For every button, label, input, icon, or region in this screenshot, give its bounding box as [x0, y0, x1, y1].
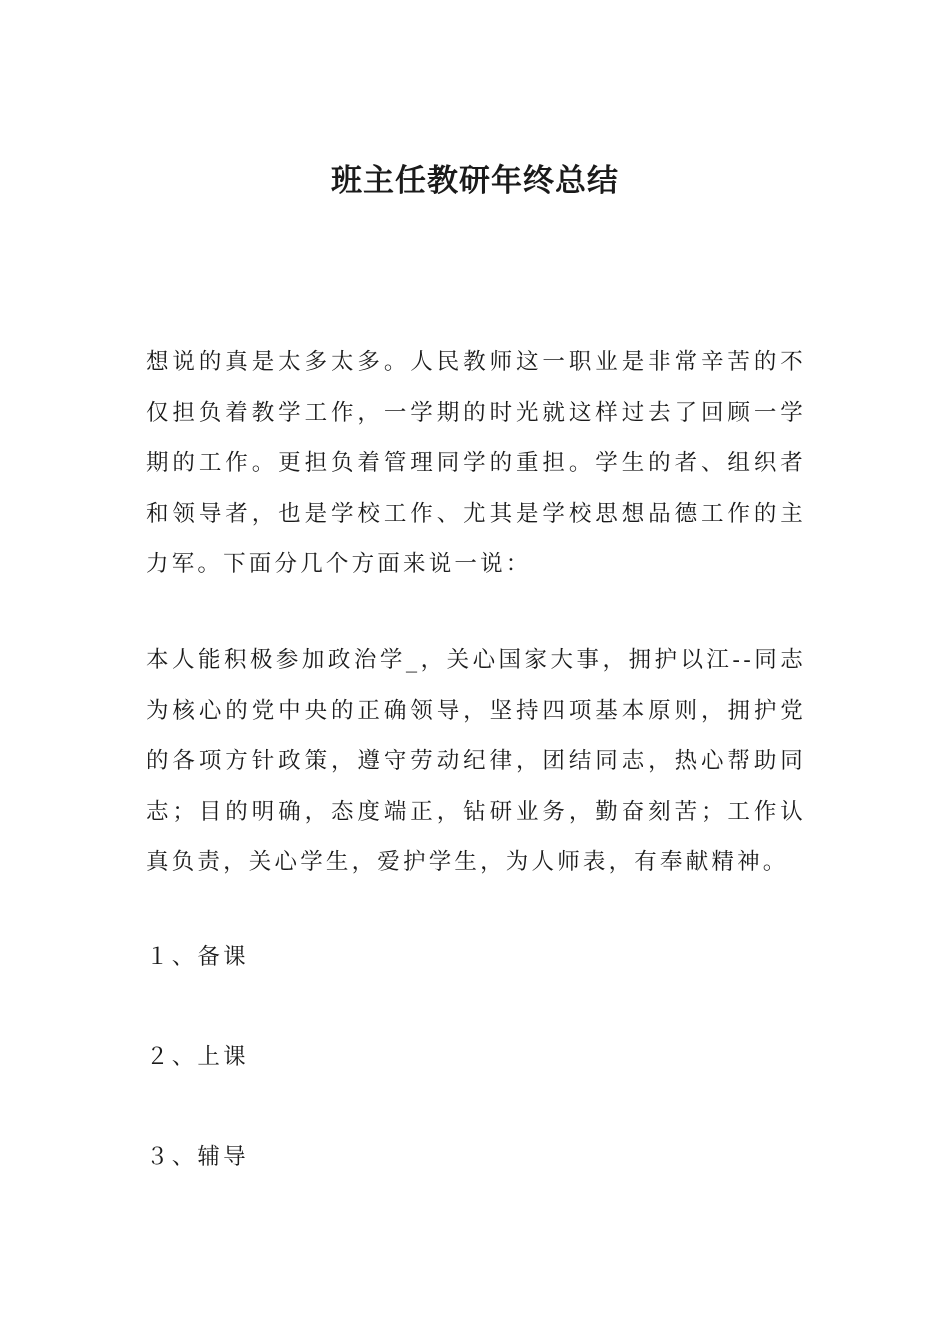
list-item-lesson-prep: １、备课 [146, 944, 249, 970]
document-title: 班主任教研年终总结 [331, 163, 619, 199]
conduct-paragraph: 本人能积极参加政治学_，关心国家大事，拥护以江--同志为核心的党中央的正确领导，坚持四项基本原则，拥护党的各项方针政策，遵守劳动纪律，团结同志，热心帮助同志；目的明确，态度端正，钻研业务，勤奋刻苦；工作认真负责，关心学生，爱护学生，为人师表，有奉献精神。 [146, 647, 806, 875]
list-item-tutoring: ３、辅导 [146, 1144, 249, 1170]
list-item-teaching: ２、上课 [146, 1044, 249, 1070]
intro-paragraph: 想说的真是太多太多。人民教师这一职业是非常辛苦的不仅担负着教学工作，一学期的时光就这样过去了回顾一学期的工作。更担负着管理同学的重担。学生的者、组织者和领导者，也是学校工作、尤其是学校思想品德工作的主力军。下面分几个方面来说一说： [146, 349, 806, 577]
